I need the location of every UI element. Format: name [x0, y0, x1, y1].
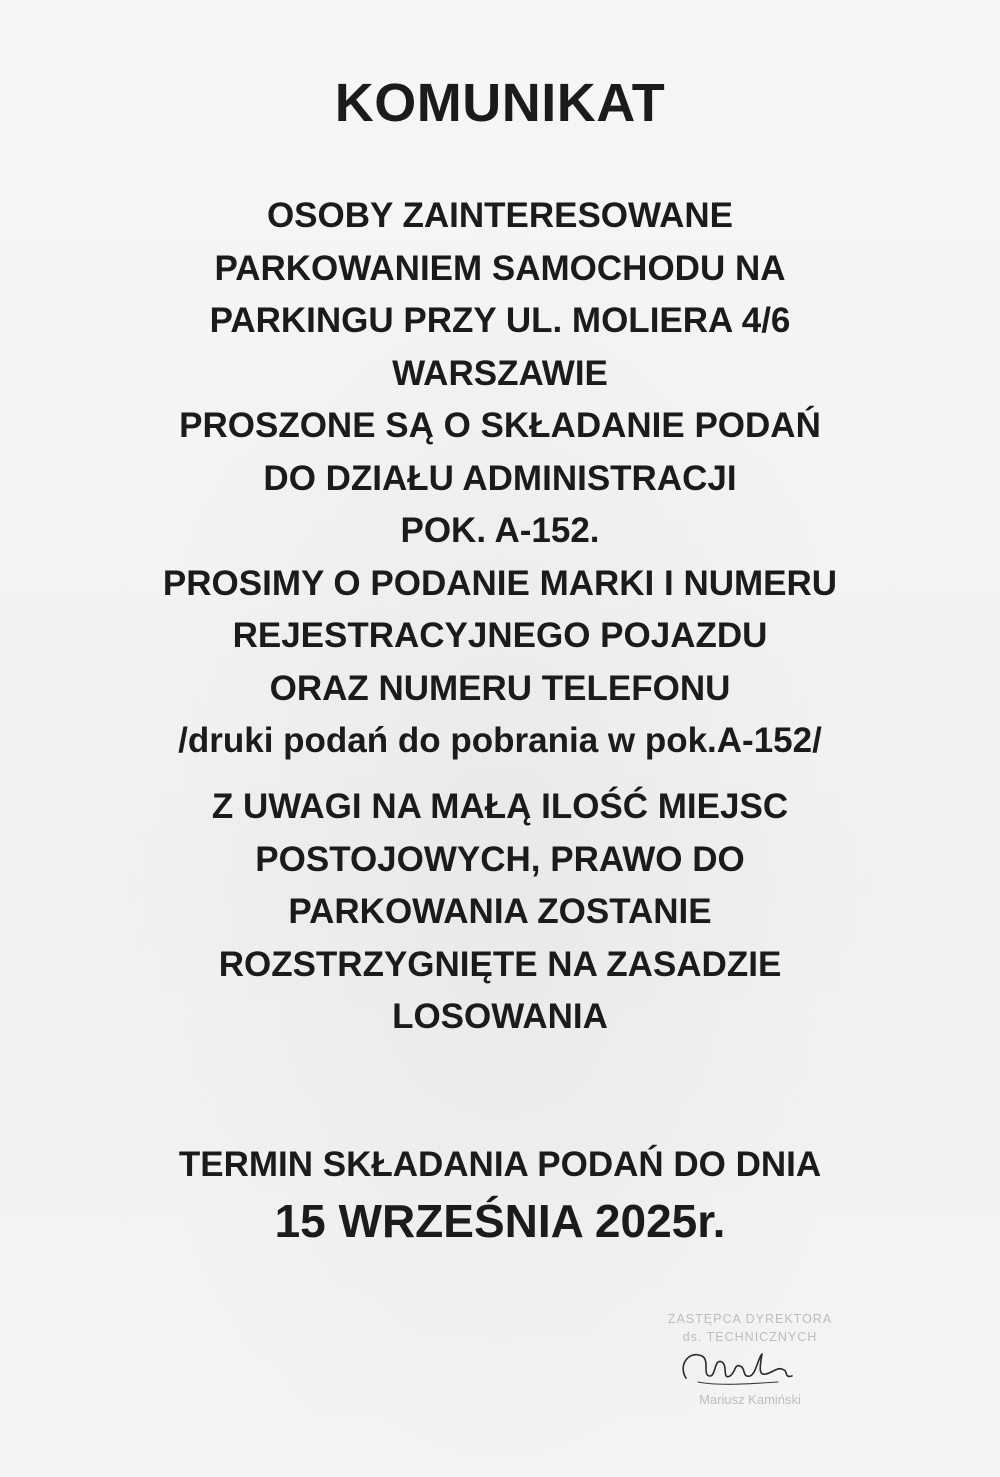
text-line: ORAZ NUMERU TELEFONU [269, 668, 731, 708]
stamp-subtitle: ds. TECHNICZNYCH [682, 1330, 818, 1344]
text-line: ROZSTRZYGNIĘTE NA ZASADZIE [218, 944, 782, 984]
text-line: WARSZAWIE [392, 353, 608, 393]
stamp-title: ZASTĘPCA DYREKTORA [667, 1312, 833, 1326]
text-line: POK. A-152. [400, 511, 600, 550]
text-line: LOSOWANIA [392, 997, 608, 1036]
lottery-paragraph [0, 781, 1000, 1044]
text-line: /druki podań do pobrania w pok.A-152/ [178, 721, 822, 760]
text-line: PARKINGU PRZY UL. MOLIERA 4/6 [209, 301, 791, 340]
notice-title: KOMUNIKAT [334, 73, 666, 133]
deadline-date: 15 WRZEŚNIA 2025r. [274, 1195, 726, 1247]
text-line: REJESTRACYJNEGO POJAZDU [232, 616, 768, 655]
signature-stamp [600, 1308, 900, 1418]
text-line: DO DZIAŁU ADMINISTRACJI [263, 458, 737, 498]
text-line: OSOBY ZAINTERESOWANE [266, 196, 734, 235]
deadline-paragraph [0, 1139, 1000, 1192]
deadline-line: TERMIN SKŁADANIA PODAŃ DO DNIA [178, 1145, 822, 1184]
text-line: PROSIMY O PODANIE MARKI I NUMERU [162, 563, 838, 603]
signature-mark [658, 1336, 828, 1396]
text-line: Z UWAGI NA MAŁĄ ILOŚĆ MIEJSC [211, 787, 789, 826]
text-line: POSTOJOWYCH, PRAWO DO [255, 839, 745, 879]
text-line: PARKOWANIA ZOSTANIE [288, 892, 712, 931]
text-line: PROSZONE SĄ O SKŁADANIE PODAŃ [179, 406, 821, 445]
parking-application-paragraph [0, 190, 1000, 768]
stamp-name: Mariusz Kamiński [699, 1392, 801, 1407]
text-line: PARKOWANIEM SAMOCHODU NA [214, 248, 786, 288]
